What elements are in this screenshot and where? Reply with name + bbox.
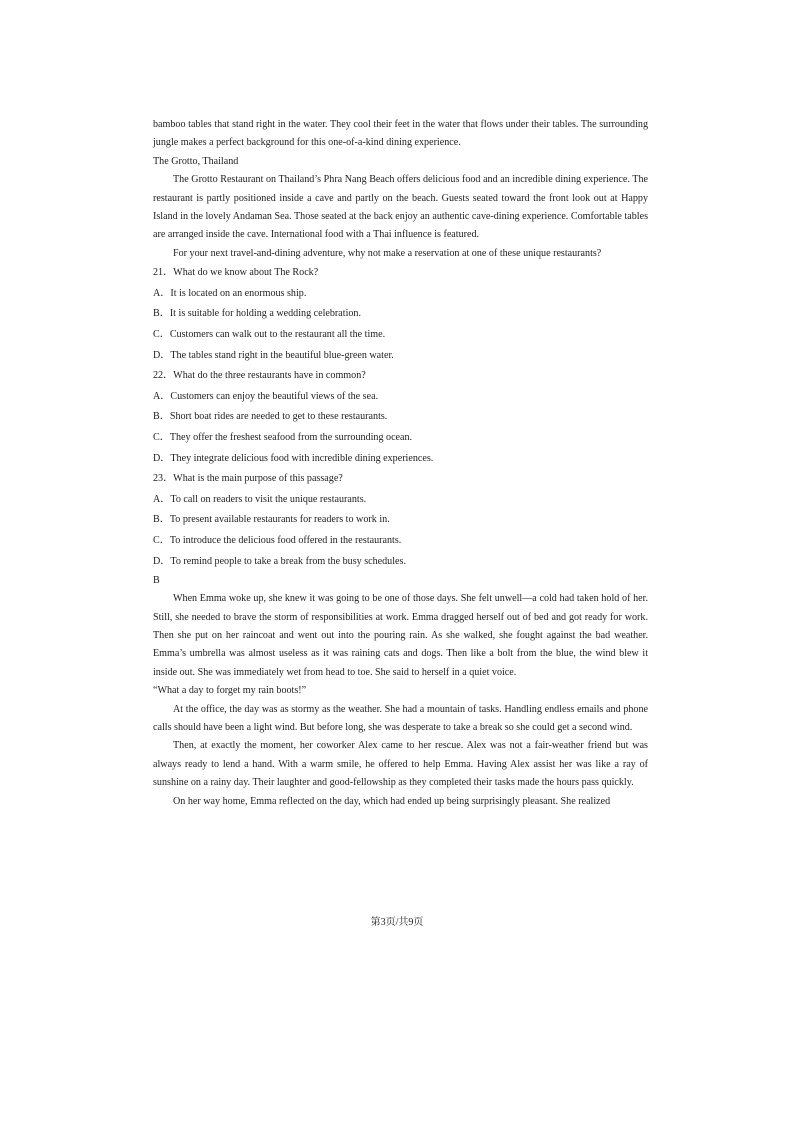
option-b: B．It is suitable for holding a wedding celebration. (153, 308, 361, 320)
option-c: C．Customers can walk out to the restaurant all the time. (153, 329, 386, 341)
passage-a-closing: For your next travel-and-dining adventure, why not make a reservation at one of these unique restaurants? (173, 247, 602, 259)
question-stem: 23．What is the main purpose of this passage? (153, 473, 343, 485)
option-d: D．They integrate delicious food with incredible dining experiences. (153, 452, 434, 464)
question-22 (153, 366, 648, 469)
passage-b-label: B (153, 575, 160, 587)
question-23 (153, 469, 648, 572)
question-stem: 21．What do we know about The Rock? (153, 267, 319, 279)
passage-b-p1-quote: “What a day to forget my rain boots!” (153, 685, 307, 697)
option-b: B．Short boat rides are needed to get to these restaurants. (153, 411, 388, 423)
passage-b-paragraph-2: At the office, the day was as stormy as the weather. She had a mountain of tasks. Handling endless emails and phone calls should have been a light wind. But before long, she was desperate to take a break so she could get a second wind. (153, 703, 648, 733)
passage-b-paragraph-4: On her way home, Emma reflected on the day, which had ended up being surprisingly pleasant. She realized (173, 795, 611, 807)
option-a: A．Customers can enjoy the beautiful views of the sea. (153, 390, 379, 402)
option-d: D．To remind people to take a break from the busy schedules. (153, 555, 406, 567)
option-a: A．To call on readers to visit the unique restaurants. (153, 493, 367, 505)
exam-page-content (153, 116, 648, 811)
page-number-footer: 第3页/共9页 (370, 917, 424, 928)
option-d: D．The tables stand right in the beautiful blue-green water. (153, 349, 394, 361)
question-stem: 22．What do the three restaurants have in common? (153, 370, 366, 382)
option-a: A．It is located on an enormous ship. (153, 287, 307, 299)
passage-b-p1-text: When Emma woke up, she knew it was going to be one of those days. She felt unwell—a cold had taken hold of her. Still, she needed to brave the storm of responsibilities at work. Emma dragged herself out of bed and got ready for work. Then she put on her raincoat and went out into the pouring rain. As she walked, she fought against the bad weather. Emma’s umbrella was almost useless as it was raining cats and dogs. Then like a bolt from the blue, the wind blew it inside out. She was immediately wet from head to toe. She said to herself in a quiet voice. (153, 593, 648, 678)
passage-a-paragraph: bamboo tables that stand right in the water. They cool their feet in the water that flows under their tables. The surrounding jungle makes a perfect background for this one-of-a-kind dining experience. (153, 119, 648, 149)
option-c: C．To introduce the delicious food offered in the restaurants. (153, 534, 402, 546)
option-b: B．To present available restaurants for readers to work in. (153, 514, 390, 526)
question-21 (153, 263, 648, 366)
restaurant-heading-grotto: The Grotto, Thailand (153, 155, 239, 167)
passage-b-paragraph-1 (153, 590, 648, 700)
option-c: C．They offer the freshest seafood from the surrounding ocean. (153, 432, 413, 443)
passage-a-paragraph-grotto: The Grotto Restaurant on Thailand’s Phra Nang Beach offers delicious food and an incredible dining experience. The restaurant is partly positioned inside a cave and partly on the beach. Guests seated toward the front look out at Happy Island in the lovely Andaman Sea. Those seated at the back enjoy an authentic cave-dining experience. Comfortable tables are arranged inside the cave. International food with a Thai influence is featured. (153, 174, 648, 241)
passage-b-paragraph-3: Then, at exactly the moment, her coworker Alex came to her rescue. Alex was not a fair-weather friend but was always ready to lend a hand. With a warm smile, he offered to help Emma. Having Alex assist her was like a ray of sunshine on a rainy day. Their laughter and good-fellowship as they completed their tasks made the hours pass quickly. (153, 740, 648, 789)
